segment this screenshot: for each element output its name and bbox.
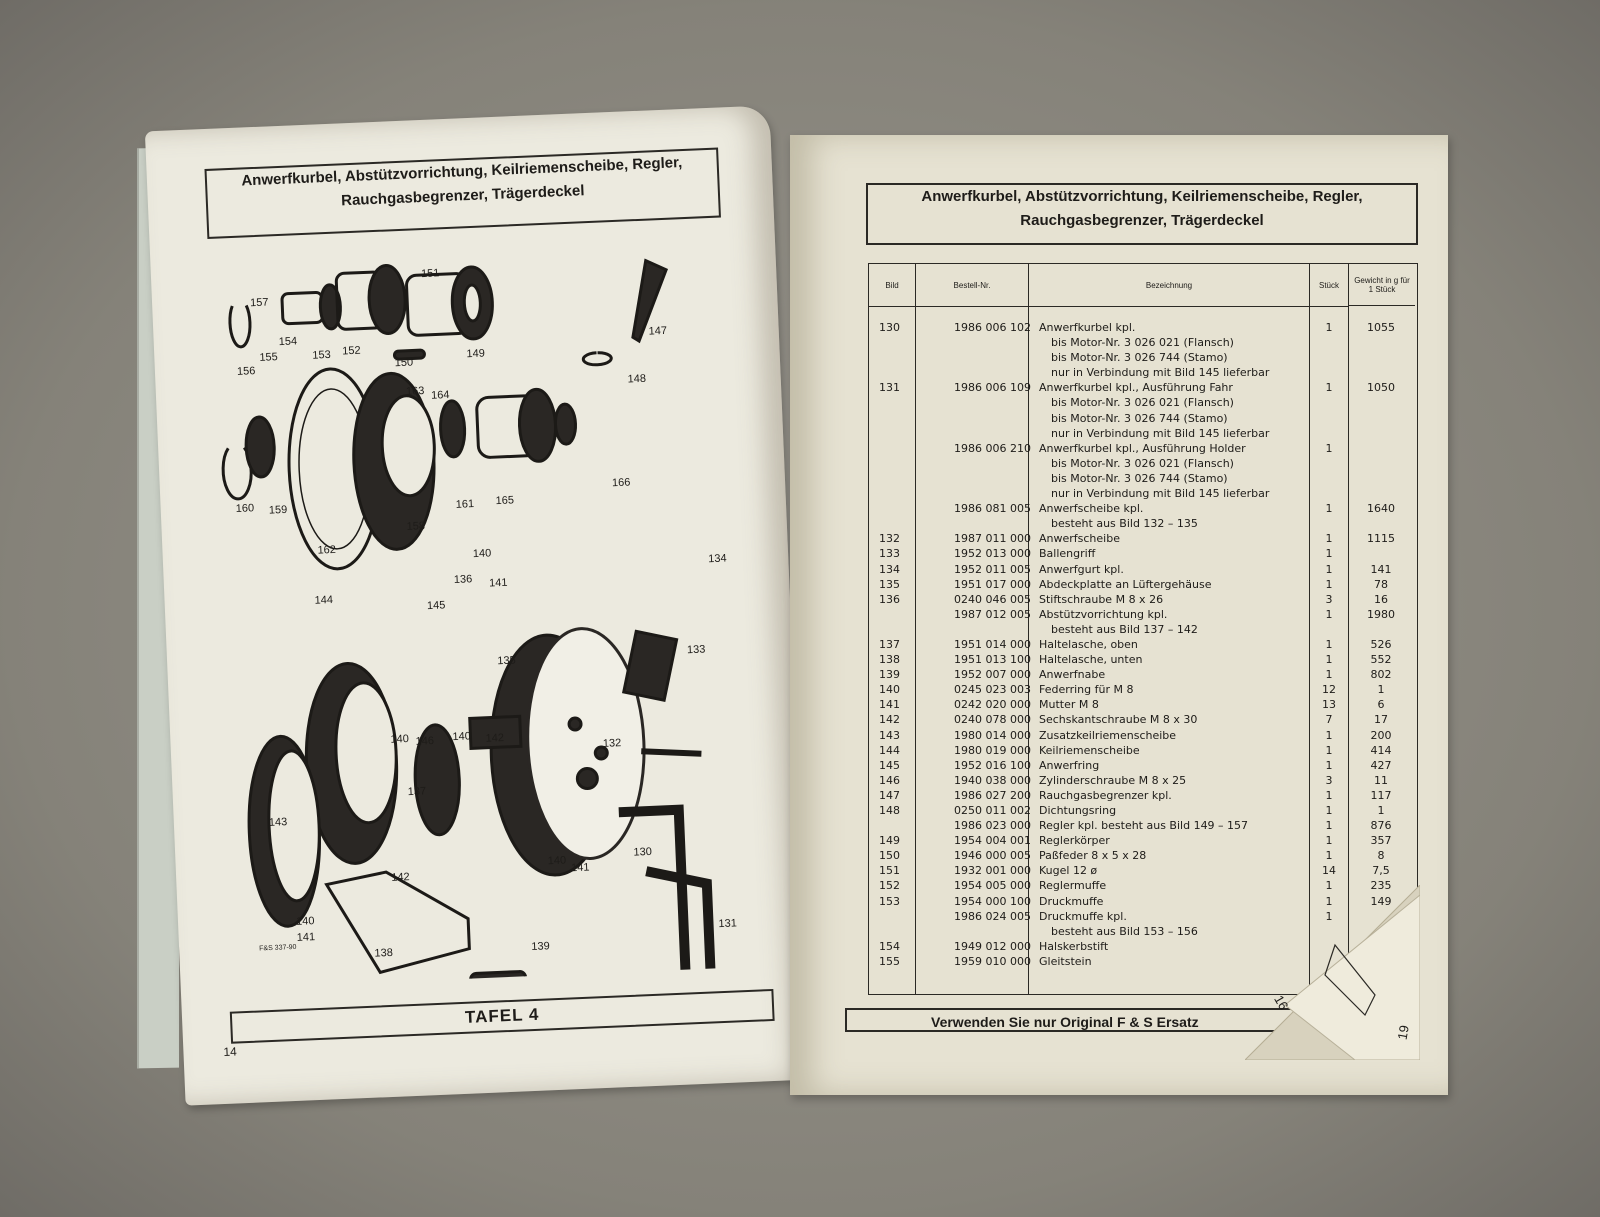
part-label: 158 (406, 520, 426, 533)
cell-gewicht: 78 (1374, 577, 1388, 591)
part-label: 140 (390, 732, 410, 746)
cell-bild: 147 (879, 788, 900, 802)
table-row (869, 833, 1417, 848)
cell-bild: 141 (879, 698, 900, 712)
part-label: 155 (259, 351, 279, 364)
table-row (869, 441, 1417, 456)
part-label: 138 (374, 946, 394, 960)
cell-gewicht: 117 (1370, 788, 1392, 802)
cell-gewicht: 11 (1374, 773, 1388, 787)
part-label: 142 (485, 732, 505, 745)
cell-bild: 136 (879, 592, 900, 606)
cell-bezeichnung: Druckmuffe kpl. (1039, 909, 1127, 923)
table-row (869, 758, 1417, 773)
part-label: 149 (466, 347, 486, 361)
cell-bild: 140 (879, 683, 900, 697)
table-row (869, 456, 1417, 471)
table-row (869, 380, 1417, 395)
table-row (869, 546, 1417, 561)
cell-bestell-nr: 1940 038 000 (954, 773, 1031, 787)
part-label: 161 (455, 498, 475, 511)
cell-bestell-nr: 1987 012 005 (954, 607, 1031, 621)
cell-bestell-nr: 1952 011 005 (954, 562, 1031, 576)
table-row (869, 743, 1417, 758)
part-label: 146 (415, 734, 435, 748)
table-row (869, 350, 1417, 365)
table-row (869, 471, 1417, 486)
table-row (869, 803, 1417, 818)
cell-gewicht: 16 (1374, 592, 1388, 606)
cell-bild: 135 (879, 577, 900, 591)
cell-bild: 139 (879, 668, 900, 682)
part-label: 166 (611, 476, 631, 490)
cell-bezeichnung: bis Motor-Nr. 3 026 744 (Stamo) (1051, 351, 1228, 365)
cell-bild: 149 (879, 834, 900, 848)
title-line-1: Anwerfkurbel, Abstützvorrichtung, Keilriemenscheibe, Regler, (921, 188, 1363, 205)
cell-bestell-nr: 1954 000 100 (954, 894, 1031, 908)
table-row (869, 682, 1417, 697)
table-row (869, 592, 1417, 607)
cell-gewicht: 141 (1370, 562, 1392, 576)
cell-bezeichnung: Mutter M 8 (1039, 698, 1099, 712)
cell-bild: 154 (879, 939, 900, 953)
part-label: 153 (312, 348, 331, 362)
cell-bild: 148 (879, 804, 900, 817)
cell-bezeichnung: Anwerfring (1039, 758, 1100, 772)
table-body (869, 320, 1417, 969)
table-row (869, 395, 1417, 410)
part-label: 163 (405, 385, 425, 398)
part-label: 140 (295, 915, 315, 928)
header-gewicht: Gewicht in g für 1 Stück (1349, 264, 1415, 306)
cell-bezeichnung: Anwerfkurbel kpl., Ausführung Holder (1039, 441, 1246, 455)
part-label: 145 (426, 599, 446, 613)
cell-bestell-nr: 1986 027 200 (954, 788, 1031, 802)
cell-gewicht: 1 (1377, 683, 1385, 697)
header-stueck: Stück (1310, 264, 1349, 307)
cell-bezeichnung: Keilriemenscheibe (1039, 743, 1140, 757)
table-row (869, 667, 1417, 682)
part-label: 144 (314, 594, 334, 607)
part-label: 154 (278, 335, 298, 349)
cell-stueck: 1 (1325, 562, 1333, 576)
cell-stueck: 1 (1325, 668, 1333, 682)
cell-stueck: 1 (1325, 532, 1333, 546)
part-label: 152 (341, 344, 361, 358)
cell-bezeichnung: Haltelasche, oben (1039, 637, 1138, 651)
cell-bild: 138 (879, 653, 900, 667)
part-label: 141 (488, 576, 508, 590)
table-row (869, 562, 1417, 577)
cell-bezeichnung: Haltelasche, unten (1039, 653, 1143, 667)
table-row (869, 320, 1417, 335)
cell-bezeichnung: Abdeckplatte an Lüftergehäuse (1039, 577, 1212, 591)
cell-bezeichnung: Anwerfnabe (1039, 668, 1106, 682)
header-bezeichnung: Bezeichnung (1029, 264, 1310, 307)
cell-stueck: 3 (1325, 773, 1333, 787)
cell-stueck: 1 (1325, 441, 1333, 455)
cell-stueck: 1 (1325, 834, 1333, 848)
part-label: 165 (495, 494, 515, 508)
cell-bild: 137 (879, 637, 900, 651)
table-row (869, 335, 1417, 350)
part-label: 162 (317, 543, 337, 557)
part-label: 143 (268, 816, 288, 829)
part-label: 159 (268, 503, 288, 517)
part-label: 151 (420, 267, 440, 281)
table-row (869, 652, 1417, 667)
cell-bestell-nr: 1952 016 100 (954, 758, 1031, 772)
cell-bezeichnung: Zylinderschraube M 8 x 25 (1039, 773, 1187, 787)
table-row (869, 818, 1417, 833)
cell-bestell-nr: 0245 023 003 (954, 683, 1031, 697)
table-row (869, 788, 1417, 803)
cell-bestell-nr: 1952 013 000 (954, 547, 1031, 561)
cell-gewicht: 526 (1370, 637, 1392, 651)
cell-stueck: 14 (1322, 864, 1336, 878)
table-row (869, 531, 1417, 546)
right-page (790, 135, 1448, 1095)
corner-number-16: 16 (1270, 992, 1291, 1013)
table-row (869, 848, 1417, 863)
cell-bestell-nr: 1980 014 000 (954, 728, 1031, 742)
cell-stueck: 1 (1325, 909, 1333, 923)
cell-stueck: 1 (1325, 804, 1333, 817)
cell-bestell-nr: 1987 011 000 (954, 532, 1031, 546)
cell-bild: 131 (879, 381, 900, 395)
cell-bild: 146 (879, 773, 900, 787)
cell-stueck: 1 (1325, 758, 1333, 772)
cell-bezeichnung: Ballengriff (1039, 547, 1096, 561)
cell-bestell-nr: 1954 004 001 (954, 834, 1031, 848)
cell-stueck: 1 (1325, 849, 1333, 863)
cell-bezeichnung: bis Motor-Nr. 3 026 744 (Stamo) (1051, 411, 1228, 425)
table-row (869, 501, 1417, 516)
part-label: 137 (407, 785, 427, 799)
cell-gewicht: 17 (1374, 713, 1388, 727)
cell-bestell-nr: 1952 007 000 (954, 668, 1031, 682)
cell-gewicht: 1 (1377, 804, 1385, 817)
cell-bezeichnung: Anwerfscheibe kpl. (1039, 502, 1144, 516)
cell-stueck: 13 (1322, 698, 1336, 712)
title-line-2: Rauchgasbegrenzer, Trägerdeckel (1020, 212, 1264, 229)
cell-bezeichnung: Rauchgasbegrenzer kpl. (1039, 788, 1172, 802)
plate-label: TAFEL 4 (230, 989, 775, 1044)
cell-stueck: 1 (1325, 788, 1333, 802)
title-line-1: Anwerfkurbel, Abstützvorrichtung, Keilriemenscheibe, Regler, (241, 154, 683, 190)
cell-bezeichnung: Zusatzkeilriemenscheibe (1039, 728, 1177, 742)
cell-stueck: 1 (1325, 653, 1333, 667)
cell-bezeichnung: bis Motor-Nr. 3 026 744 (Stamo) (1051, 471, 1228, 485)
cell-bild: 142 (879, 713, 900, 727)
cell-bezeichnung: Gleitstein (1039, 954, 1092, 968)
cell-bezeichnung: Federring für M 8 (1039, 683, 1134, 697)
cell-bezeichnung: Druckmuffe (1039, 894, 1104, 908)
cell-gewicht: 235 (1370, 879, 1392, 893)
part-label: 156 (236, 365, 256, 378)
cell-bezeichnung: Abstützvorrichtung kpl. (1039, 607, 1168, 621)
part-label: 150 (394, 356, 414, 370)
cell-stueck: 1 (1325, 879, 1333, 893)
cell-gewicht: 1115 (1367, 532, 1395, 546)
cell-stueck: 1 (1325, 728, 1333, 742)
table-row (869, 486, 1417, 501)
cell-bezeichnung: besteht aus Bild 132 – 135 (1051, 517, 1198, 531)
cell-bestell-nr: 0250 011 002 (954, 804, 1031, 817)
cell-bestell-nr: 1980 019 000 (954, 743, 1031, 757)
part-label: 160 (235, 502, 255, 516)
cell-bezeichnung: bis Motor-Nr. 3 026 021 (Flansch) (1051, 396, 1234, 410)
title-line-2: Rauchgasbegrenzer, Trägerdeckel (340, 182, 585, 210)
cell-gewicht: 1050 (1367, 381, 1395, 395)
cell-bezeichnung: Regler kpl. besteht aus Bild 149 – 157 (1039, 819, 1249, 833)
cell-gewicht: 149 (1370, 894, 1392, 908)
part-label: 157 (249, 296, 269, 310)
corner-number-19: 19 (1394, 1024, 1412, 1041)
cell-gewicht: 7,5 (1372, 864, 1390, 878)
cell-bestell-nr: 1986 006 102 (954, 321, 1031, 334)
part-label: 147 (648, 324, 668, 338)
part-label: 140 (472, 547, 492, 561)
cell-bild: 151 (879, 864, 900, 878)
cell-bestell-nr: 1986 023 000 (954, 819, 1031, 833)
cell-gewicht: 8 (1377, 849, 1385, 863)
cell-gewicht: 357 (1370, 834, 1392, 848)
part-label: 140 (547, 854, 567, 868)
cell-stueck: 7 (1325, 713, 1333, 727)
cell-bild: 155 (879, 954, 900, 968)
cell-bestell-nr: 1951 017 000 (954, 577, 1031, 591)
cell-bild: 145 (879, 758, 900, 772)
cell-bild: 144 (879, 743, 900, 757)
cell-gewicht: 802 (1370, 668, 1392, 682)
cell-bestell-nr: 1954 005 000 (954, 879, 1031, 893)
cell-bezeichnung: besteht aus Bild 137 – 142 (1051, 622, 1198, 636)
table-row (869, 411, 1417, 426)
cell-bestell-nr: 1986 006 109 (954, 381, 1031, 395)
table-row (869, 637, 1417, 652)
cell-stueck: 1 (1325, 502, 1333, 516)
cell-bestell-nr: 1951 013 100 (954, 653, 1031, 667)
cell-stueck: 1 (1325, 637, 1333, 651)
cell-bezeichnung: Anwerfkurbel kpl. (1039, 321, 1136, 334)
table-row (869, 516, 1417, 531)
table-row (869, 577, 1417, 592)
cell-bezeichnung: Anwerfkurbel kpl., Ausführung Fahr (1039, 381, 1233, 395)
part-label: 130 (633, 845, 653, 859)
cell-bestell-nr: 1946 000 005 (954, 849, 1031, 863)
table-row (869, 607, 1417, 622)
part-label: 139 (531, 940, 550, 954)
cell-bezeichnung: Kugel 12 ø (1039, 864, 1098, 878)
cell-bestell-nr: 1932 001 000 (954, 864, 1031, 878)
cell-bezeichnung: nur in Verbindung mit Bild 145 lieferbar (1051, 366, 1270, 380)
cell-bestell-nr: 1986 024 005 (954, 909, 1031, 923)
cell-bild: 130 (879, 321, 900, 334)
cell-bezeichnung: besteht aus Bild 153 – 156 (1051, 924, 1198, 938)
cell-bezeichnung: Dichtungsring (1039, 804, 1117, 817)
cell-gewicht: 1980 (1367, 607, 1395, 621)
part-label: 134 (708, 552, 727, 566)
part-label: 133 (686, 643, 706, 657)
table-row (869, 365, 1417, 380)
part-label: 135 (497, 654, 516, 668)
cell-bestell-nr: 1959 010 000 (954, 954, 1031, 968)
folded-corner (1245, 885, 1420, 1060)
cell-bestell-nr: 1951 014 000 (954, 637, 1031, 651)
table-row (869, 863, 1417, 878)
cell-gewicht: 1640 (1367, 502, 1395, 516)
cell-stueck: 1 (1325, 894, 1333, 908)
cell-bezeichnung: bis Motor-Nr. 3 026 021 (Flansch) (1051, 456, 1234, 470)
cell-bezeichnung: Sechskantschraube M 8 x 30 (1039, 713, 1198, 727)
cell-stueck: 1 (1325, 743, 1333, 757)
cell-bild: 143 (879, 728, 900, 742)
table-row (869, 712, 1417, 727)
cell-bestell-nr: 0240 078 000 (954, 713, 1031, 727)
part-label: 141 (296, 931, 316, 944)
figure-code: F&S 337-90 (259, 943, 297, 953)
cell-bestell-nr: 0242 020 000 (954, 698, 1031, 712)
cell-gewicht: 1055 (1367, 321, 1395, 334)
part-label: 131 (718, 917, 738, 931)
part-label: 164 (430, 388, 450, 402)
header-bestell-nr: Bestell-Nr. (916, 264, 1029, 307)
part-label: 148 (627, 372, 647, 386)
cell-stueck: 1 (1325, 819, 1333, 833)
part-label: 141 (570, 861, 590, 875)
cell-stueck: 1 (1325, 547, 1333, 561)
table-row (869, 426, 1417, 441)
footer-text: Verwenden Sie nur Original F & S Ersatz (931, 1014, 1199, 1030)
cell-bestell-nr: 1949 012 000 (954, 939, 1031, 953)
cell-stueck: 12 (1322, 683, 1336, 697)
cell-bild: 134 (879, 562, 900, 576)
cell-gewicht: 876 (1370, 819, 1392, 833)
cell-stueck: 1 (1325, 607, 1333, 621)
header-bild: Bild (869, 264, 916, 307)
cell-bestell-nr: 0240 046 005 (954, 592, 1031, 606)
cell-bezeichnung: nur in Verbindung mit Bild 145 lieferbar (1051, 426, 1270, 440)
cell-bezeichnung: Reglermuffe (1039, 879, 1107, 893)
table-row (869, 697, 1417, 712)
cell-bestell-nr: 1986 006 210 (954, 441, 1031, 455)
cell-stueck: 1 (1325, 577, 1333, 591)
cell-bezeichnung: Halskerbstift (1039, 939, 1109, 953)
table-row (869, 622, 1417, 637)
cell-bezeichnung: Stiftschraube M 8 x 26 (1039, 592, 1164, 606)
part-label: 136 (453, 573, 473, 586)
circlip-157 (229, 305, 251, 347)
cell-bild: 132 (879, 532, 900, 546)
cell-bestell-nr: 1986 081 005 (954, 502, 1031, 516)
cell-bild: 133 (879, 547, 900, 561)
cell-bild: 153 (879, 894, 900, 908)
cell-stueck: 1 (1325, 381, 1333, 395)
part-label: 132 (602, 737, 622, 750)
left-page (145, 105, 810, 1105)
cell-bezeichnung: Anwerfgurt kpl. (1039, 562, 1124, 576)
cell-bild: 152 (879, 879, 900, 893)
cell-stueck: 3 (1325, 592, 1333, 606)
cell-bezeichnung: bis Motor-Nr. 3 026 021 (Flansch) (1051, 336, 1234, 350)
cell-bild: 150 (879, 849, 900, 863)
cell-gewicht: 6 (1377, 698, 1385, 712)
cell-gewicht: 552 (1370, 653, 1392, 667)
part-label: 140 (452, 730, 472, 744)
right-page-title (866, 183, 1418, 245)
left-page-title (204, 148, 720, 239)
cell-gewicht: 200 (1370, 728, 1392, 742)
cell-gewicht: 427 (1370, 758, 1392, 772)
cell-bezeichnung: Anwerfscheibe (1039, 532, 1120, 546)
table-row (869, 773, 1417, 788)
table-row (869, 728, 1417, 743)
cell-bezeichnung: Reglerkörper (1039, 834, 1110, 848)
cell-bezeichnung: nur in Verbindung mit Bild 145 lieferbar (1051, 487, 1270, 501)
cell-stueck: 1 (1325, 321, 1333, 334)
page-number-left: 14 (223, 1044, 238, 1060)
part-label: 142 (391, 871, 410, 884)
cell-bezeichnung: Paßfeder 8 x 5 x 28 (1039, 849, 1147, 863)
cell-gewicht: 414 (1370, 743, 1392, 757)
